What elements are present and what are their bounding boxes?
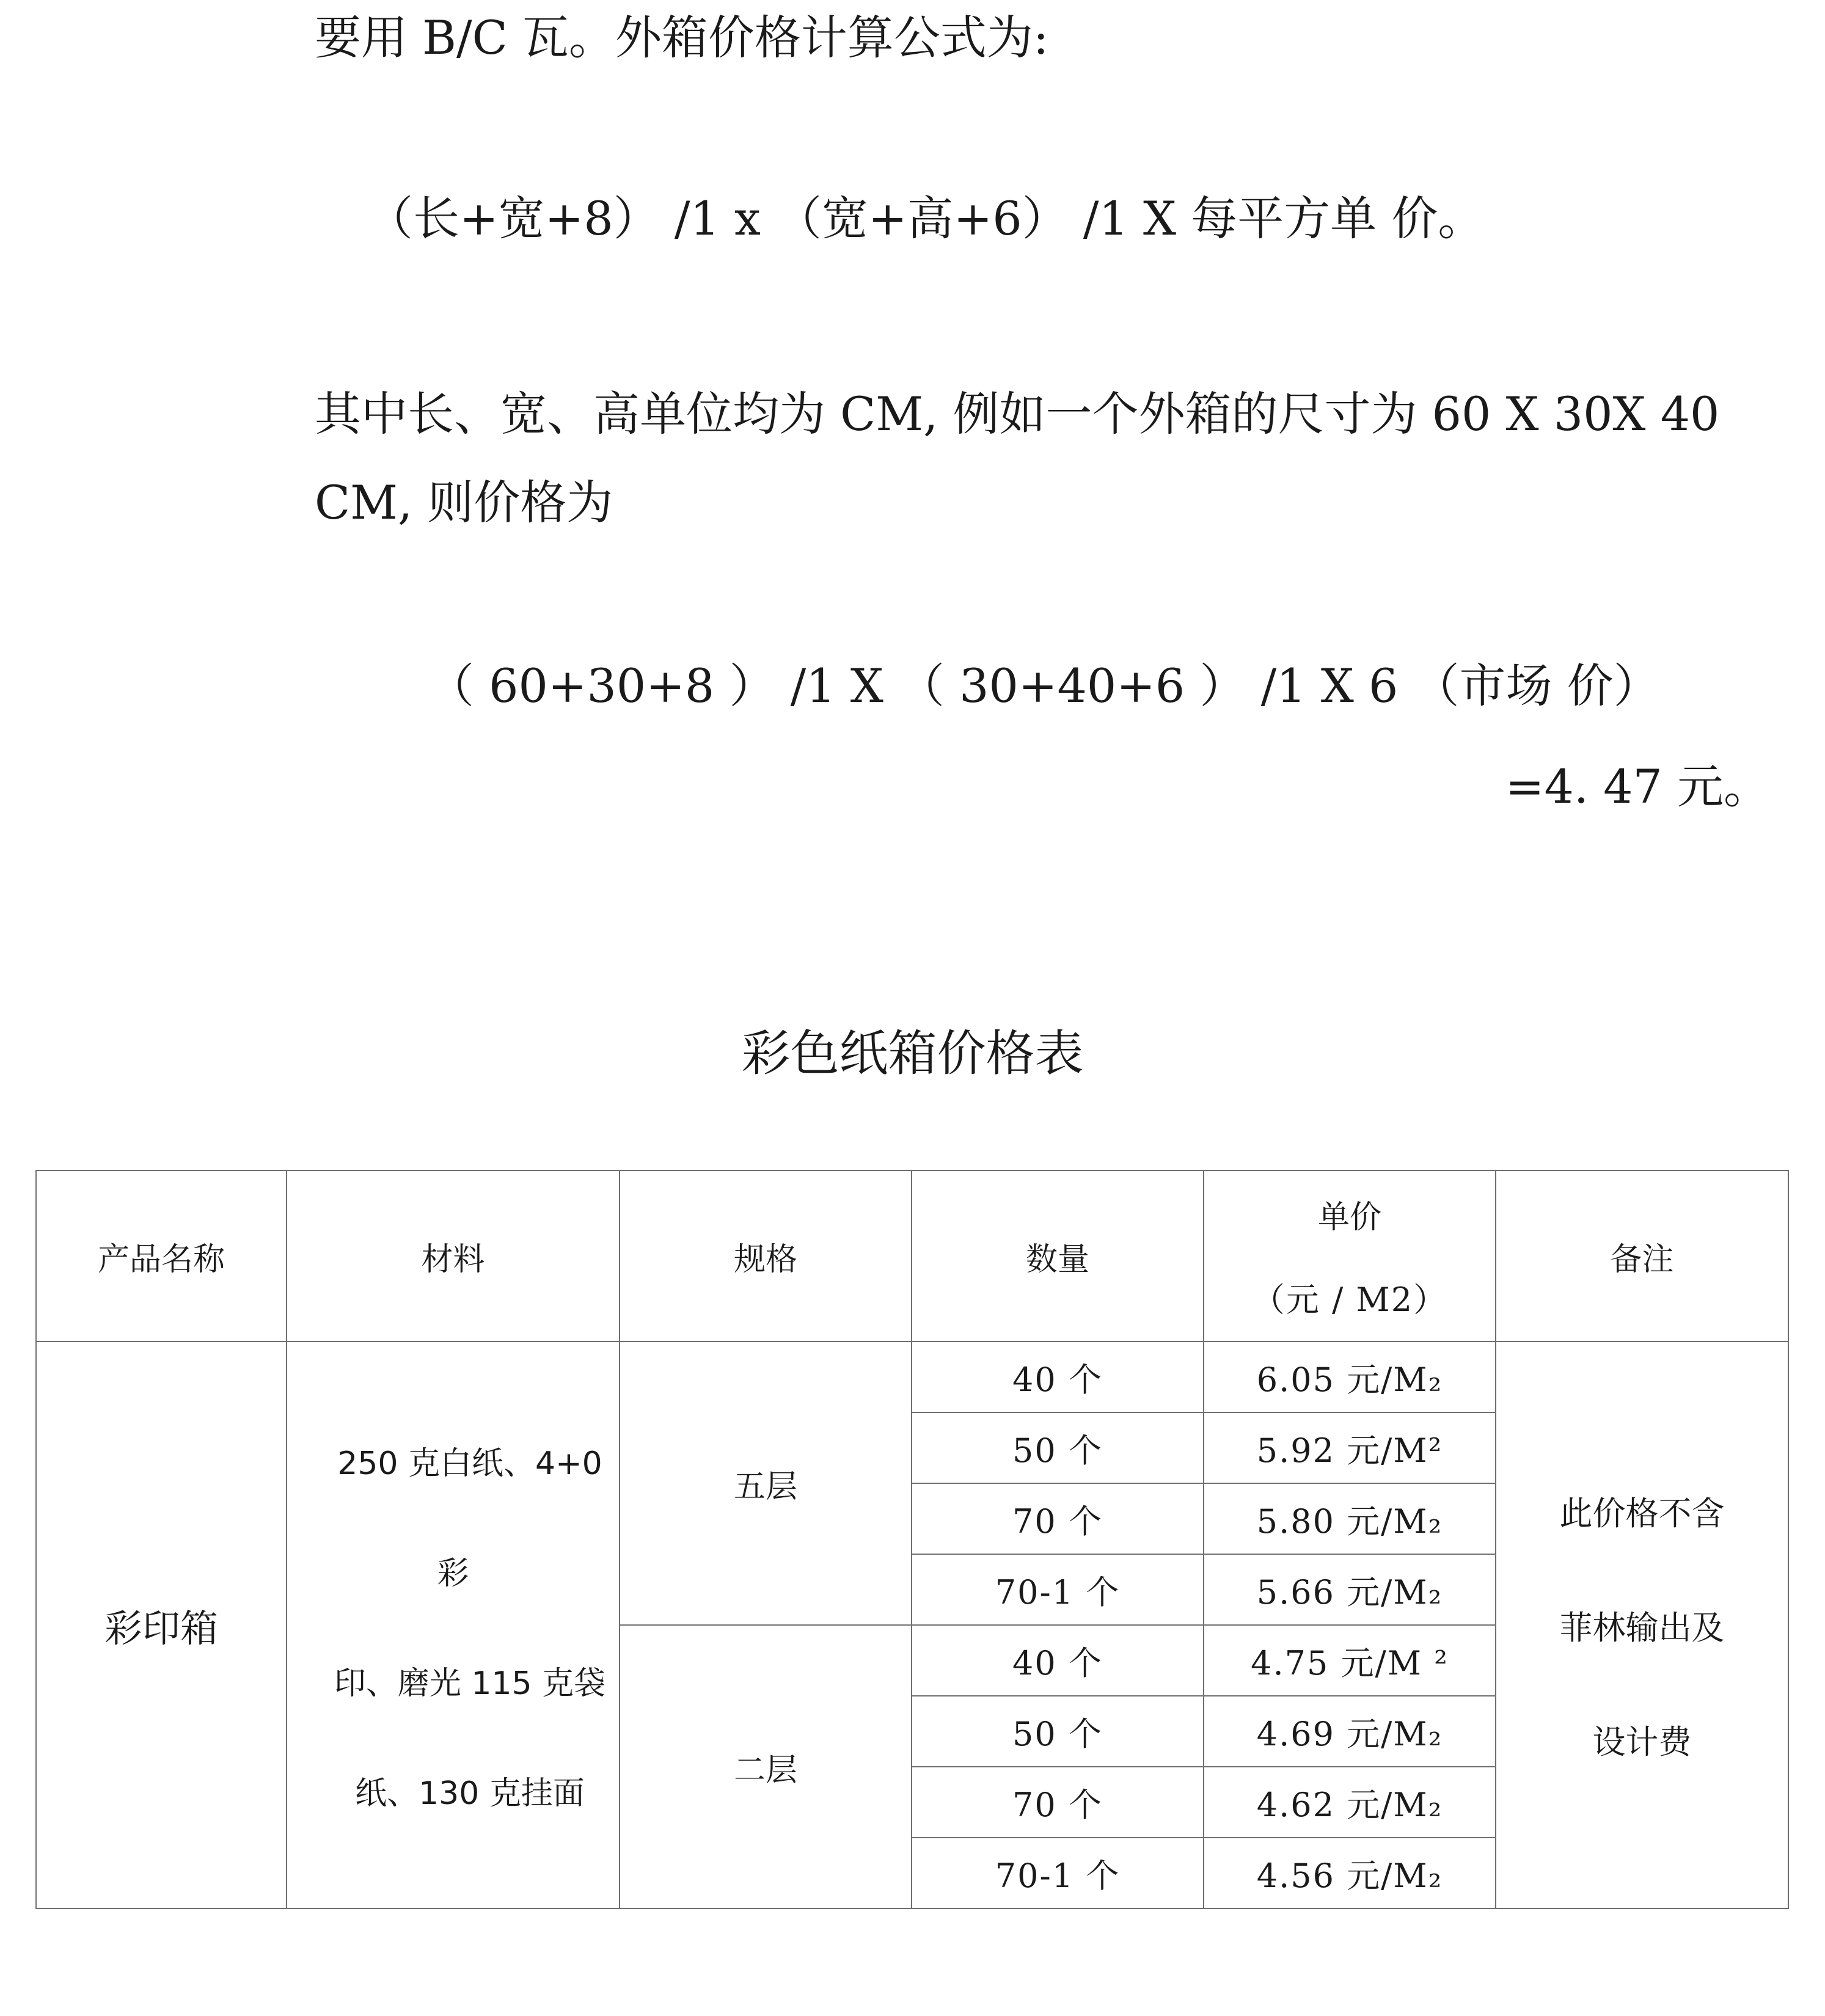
- price-table: [35, 1170, 1789, 1909]
- quantity-cell: 70-1 个: [912, 1838, 1204, 1908]
- product-name-cell: 彩印箱: [36, 1342, 287, 1908]
- spec-cell: 五层: [620, 1342, 912, 1625]
- quantity-cell: 70 个: [912, 1483, 1204, 1554]
- paragraph-line: 要用 B/C 瓦。外箱价格计算公式为:: [315, 10, 1049, 65]
- price-cell: 4.62 元/M₂: [1204, 1767, 1496, 1838]
- material-line: 纸、130 克挂面: [355, 1775, 585, 1812]
- material-cell: [287, 1342, 620, 1908]
- table-header-row: [36, 1171, 1788, 1342]
- price-cell: 4.75 元/M ²: [1204, 1625, 1496, 1696]
- paragraph-line: 其中长、宽、高单位均为 CM, 例如一个外箱的尺寸为 60 X 30X 40: [315, 387, 1720, 441]
- note-line: 此价格不含: [1559, 1494, 1725, 1533]
- price-cell: 5.80 元/M₂: [1204, 1483, 1496, 1554]
- quantity-cell: 40 个: [912, 1625, 1204, 1696]
- example-result-line: =4. 47 元。: [1505, 759, 1770, 814]
- formula-line: （长+宽+8） /1 x （宽+高+6） /1 X 每平方单 价。: [367, 191, 1485, 246]
- header-spec: 规格: [620, 1171, 912, 1342]
- header-material: 材料: [287, 1171, 620, 1342]
- quantity-cell: 70 个: [912, 1767, 1204, 1838]
- quantity-cell: 50 个: [912, 1412, 1204, 1483]
- header-unit-price-label: 单价: [1317, 1199, 1381, 1236]
- material-line: 彩: [437, 1555, 469, 1592]
- price-cell: 6.05 元/M₂: [1204, 1342, 1496, 1412]
- header-note: 备注: [1496, 1171, 1788, 1342]
- price-cell: 4.56 元/M₂: [1204, 1838, 1496, 1908]
- table-row: [36, 1342, 1788, 1412]
- price-cell: 4.69 元/M₂: [1204, 1696, 1496, 1767]
- material-line: 印、磨光 115 克袋: [334, 1665, 606, 1702]
- header-quantity: 数量: [912, 1171, 1204, 1342]
- note-line: 菲林输出及: [1559, 1608, 1725, 1647]
- example-formula-line: （ 60+30+8 ） /1 X （ 30+40+6 ） /1 X 6 （市场 价）: [428, 659, 1660, 713]
- note-line: 设计费: [1592, 1722, 1692, 1761]
- spec-cell: 二层: [620, 1625, 912, 1908]
- header-unit-price-unit: （元 / M2）: [1251, 1280, 1448, 1319]
- quantity-cell: 50 个: [912, 1696, 1204, 1767]
- price-cell: 5.66 元/M₂: [1204, 1554, 1496, 1625]
- header-product-name: 产品名称: [36, 1171, 287, 1342]
- note-cell: [1496, 1342, 1788, 1908]
- table-title: 彩色纸箱价格表: [741, 1025, 1084, 1082]
- header-unit-price: [1204, 1171, 1496, 1342]
- quantity-cell: 70-1 个: [912, 1554, 1204, 1625]
- material-line: 250 克白纸、4+0: [337, 1445, 602, 1482]
- price-cell: 5.92 元/M²: [1204, 1412, 1496, 1483]
- quantity-cell: 40 个: [912, 1342, 1204, 1412]
- paragraph-line: CM, 则价格为: [315, 475, 613, 530]
